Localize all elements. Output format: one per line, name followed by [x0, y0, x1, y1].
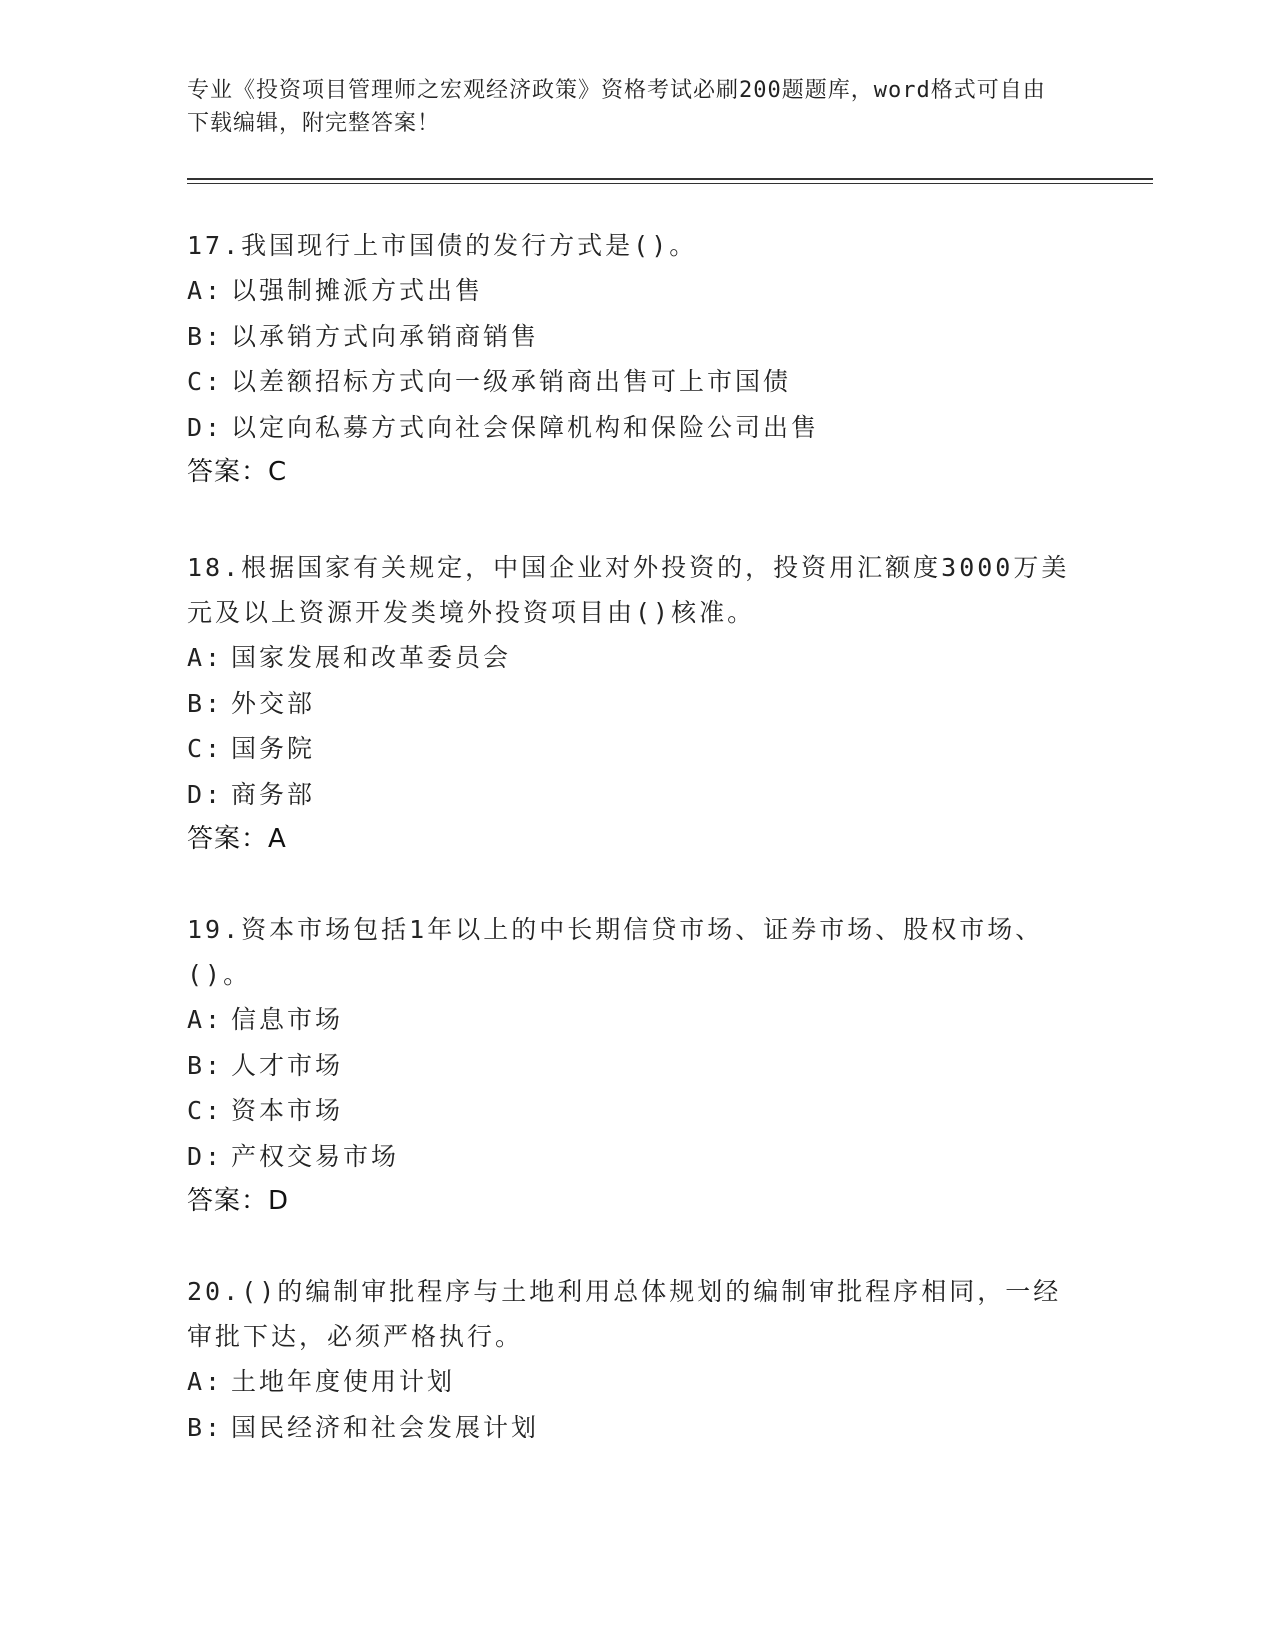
answer-line: 答案：D [187, 1186, 290, 1216]
option-b [187, 1043, 1087, 1089]
option-key: B: [187, 321, 224, 351]
option-c [187, 359, 1087, 405]
question-stem: 20.()的编制审批程序与土地利用总体规划的编制审批程序相同，一经审批下达，必须严格执行。 [187, 1277, 1062, 1351]
option-a [187, 997, 1087, 1043]
document-header: 专业《投资项目管理师之宏观经济政策》资格考试必刷200题题库，word格式可自由下载编辑，附完整答案！ [187, 78, 1046, 136]
question-17 [187, 223, 1087, 495]
question-stem: 19.资本市场包括1年以上的中长期信贷市场、证券市场、股权市场、()。 [187, 915, 1044, 989]
option-c [187, 726, 1087, 772]
option-text: 人才市场 [231, 1050, 344, 1080]
question-stem: 18.根据国家有关规定，中国企业对外投资的，投资用汇额度3000万美元及以上资源开发类境外投资项目由()核准。 [187, 553, 1070, 627]
option-key: B: [187, 688, 224, 718]
option-a [187, 635, 1087, 681]
option-text: 国民经济和社会发展计划 [231, 1412, 540, 1442]
option-b [187, 681, 1087, 727]
option-key: A: [187, 1367, 224, 1396]
option-key: D: [187, 1141, 224, 1171]
option-b [187, 314, 1087, 360]
question-stem: 17.我国现行上市国债的发行方式是()。 [187, 231, 698, 260]
option-text: 资本市场 [231, 1096, 344, 1125]
option-d [187, 405, 1087, 451]
option-key: D: [187, 779, 224, 809]
option-text: 外交部 [231, 688, 316, 718]
answer-line: 答案：C [187, 457, 288, 487]
option-key: B: [187, 1050, 224, 1080]
option-key: A: [187, 1005, 224, 1034]
option-text: 信息市场 [231, 1005, 344, 1034]
option-d [187, 772, 1087, 818]
option-key: B: [187, 1412, 224, 1442]
option-b [187, 1405, 1087, 1451]
option-a [187, 1359, 1087, 1405]
question-19 [187, 907, 1087, 1224]
answer-line: 答案：A [187, 824, 287, 854]
option-text: 产权交易市场 [231, 1141, 400, 1171]
option-text: 以定向私募方式向社会保障机构和保险公司出售 [231, 412, 820, 442]
option-key: A: [187, 643, 224, 672]
option-key: C: [187, 367, 224, 396]
question-20 [187, 1269, 1087, 1450]
option-key: D: [187, 412, 224, 442]
header-divider [187, 178, 1153, 180]
header-divider-secondary [187, 183, 1153, 184]
option-text: 国务院 [231, 734, 316, 763]
option-c [187, 1088, 1087, 1134]
option-d [187, 1134, 1087, 1180]
option-text: 土地年度使用计划 [231, 1367, 456, 1396]
option-key: A: [187, 276, 224, 305]
option-text: 以承销方式向承销商销售 [231, 321, 540, 351]
option-a [187, 268, 1087, 314]
option-text: 以差额招标方式向一级承销商出售可上市国债 [231, 367, 792, 396]
question-18 [187, 545, 1087, 862]
option-key: C: [187, 1096, 224, 1125]
option-text: 国家发展和改革委员会 [231, 643, 512, 672]
option-text: 以强制摊派方式出售 [231, 276, 484, 305]
option-text: 商务部 [231, 779, 316, 809]
option-key: C: [187, 734, 224, 763]
